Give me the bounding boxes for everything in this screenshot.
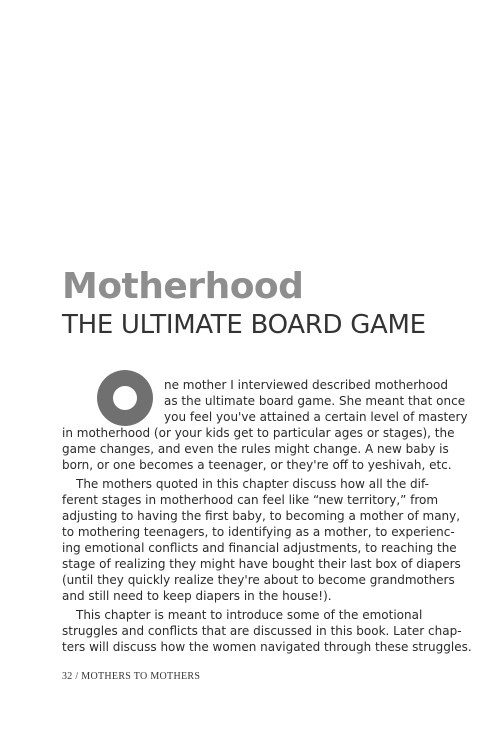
- line-10: to mothering teenagers, to identifying as a mother, to experienc-: [62, 525, 455, 539]
- line-17: ters will discuss how the women navigated through these struggles.: [62, 640, 472, 654]
- line-4: in motherhood (or your kids get to particular ages or stages), the: [62, 426, 455, 440]
- line-14: and still need to keep diapers in the house!).: [62, 589, 332, 603]
- line-11: ing emotional conflicts and financial adjustments, to reaching the: [62, 541, 457, 555]
- line-3: you feel you've attained a certain level of mastery: [164, 410, 468, 424]
- line-15: This chapter is meant to introduce some of the emotional: [76, 608, 423, 622]
- line-12: stage of realizing they might have bought their last box of diapers: [62, 557, 461, 571]
- line-1: ne mother I interviewed described motherhood: [164, 378, 448, 392]
- line-8: ferent stages in motherhood can feel like “new territory,” from: [62, 493, 439, 507]
- line-7: The mothers quoted in this chapter discuss how all the dif-: [76, 477, 429, 491]
- line-6: born, or one becomes a teenager, or they're off to yeshivah, etc.: [62, 458, 452, 472]
- line-2: as the ultimate board game. She meant that once: [164, 394, 466, 408]
- chapter-title: Motherhood: [62, 266, 304, 307]
- line-9: adjusting to having the first baby, to becoming a mother of many,: [62, 509, 461, 523]
- drop-cap: [96, 369, 154, 427]
- page-folio: 32 / MOTHERS TO MOTHERS: [62, 671, 201, 682]
- line-13: (until they quickly realize they're about to become grandmothers: [62, 573, 455, 587]
- line-16: struggles and conflicts that are discussed in this book. Later chap-: [62, 624, 462, 638]
- line-5: game changes, and even the rules might change. A new baby is: [62, 442, 449, 456]
- chapter-subtitle: THE ULTIMATE BOARD GAME: [62, 310, 426, 340]
- drop-cap-glyph: [96, 369, 154, 427]
